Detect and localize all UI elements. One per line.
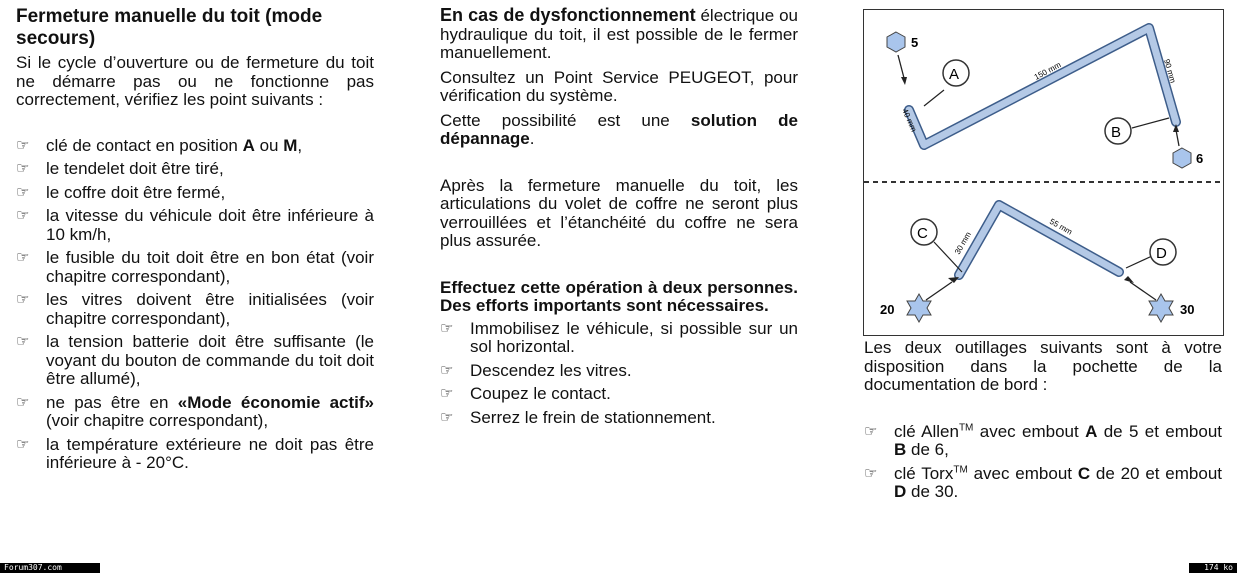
list-item: ☞ les vitres doivent être initialisées (voir chapitre correspondant), <box>16 290 374 328</box>
tool-diagram-svg <box>864 10 1223 335</box>
pointing-hand-icon: ☞ <box>440 408 454 426</box>
pointing-hand-icon: ☞ <box>16 393 30 411</box>
list-item: ☞ la température extérieure ne doit pas être inférieure à - 20°C. <box>16 434 374 472</box>
checklist <box>16 137 374 473</box>
arrow-20 <box>926 282 952 300</box>
size-6-label: 6 <box>1196 151 1204 166</box>
pointing-hand-icon: ☞ <box>864 464 878 482</box>
repair-paragraph: Cette possibilité est une solution de dépannage. <box>440 110 798 148</box>
tools-list <box>864 423 1222 502</box>
list-item: ☞ Serrez le frein de stationnement. <box>440 407 716 427</box>
dim-label-150: 150 mm <box>1032 60 1063 82</box>
warning-locking-paragraph: Après la fermeture manuelle du toit, les articulations du volet de coffre ne seront plus verrouillées et l’étanchéité du coffre ne sera plus assurée. <box>440 175 798 250</box>
footer-filesize: 174 ko <box>1189 563 1237 573</box>
pointing-hand-icon: ☞ <box>864 422 878 440</box>
section-title: Fermeture manuelle du toit (mode secours) <box>16 6 323 49</box>
column-right <box>864 339 1222 502</box>
list-item: ☞ la vitesse du véhicule doit être inférieure à 10 km/h, <box>16 206 374 244</box>
pointing-hand-icon: ☞ <box>16 183 30 201</box>
hex-5-icon <box>887 32 905 52</box>
list-item: ☞ clé Torx™ avec embout C de 20 et embout D de 30. <box>864 463 1222 501</box>
dim-label-90: 90 mm <box>1162 58 1178 85</box>
label-c: C <box>917 225 928 242</box>
footer-watermark: Forum307.com <box>0 563 100 573</box>
arrow-30 <box>1130 282 1156 300</box>
arrow-head-30 <box>1124 276 1134 283</box>
pointing-hand-icon: ☞ <box>16 136 30 154</box>
column-left <box>16 6 374 473</box>
pointing-hand-icon: ☞ <box>440 319 454 337</box>
list-item: ☞ la tension batterie doit être suffisante (le voyant du bouton de commande du toit doit être allumé), <box>16 332 374 388</box>
leader-a <box>924 90 944 106</box>
arrow-6 <box>1176 130 1179 146</box>
list-item: ☞ ne pas être en «Mode économie actif» (voir chapitre correspondant), <box>16 392 374 430</box>
size-5-label: 5 <box>911 35 919 50</box>
list-item: ☞ clé de contact en position A ou M, <box>16 135 303 155</box>
malfunction-paragraph: En cas de dysfonctionnement électrique ou hydraulique du toit, il est possible de le fermer manuellement. <box>440 5 798 62</box>
list-item: ☞ clé Allen™ avec embout A de 5 et embout B de 6, <box>864 421 1223 459</box>
size-20-label: 20 <box>880 302 895 317</box>
arrow-head-20 <box>948 277 959 283</box>
dim-label-40: 40 mm <box>900 107 919 134</box>
list-item: ☞ Coupez le contact. <box>440 384 611 403</box>
pointing-hand-icon: ☞ <box>16 291 30 308</box>
procedure-steps <box>440 320 798 428</box>
tool-diagram <box>863 9 1224 336</box>
list-item: ☞ le fusible du toit doit être en bon état (voir chapitre correspondant), <box>16 248 374 286</box>
leader-d <box>1126 256 1152 268</box>
leader-b <box>1132 118 1169 128</box>
consult-paragraph: Consultez un Point Service PEUGEOT, pour vérification du système. <box>440 67 798 105</box>
arrow-5 <box>898 55 904 78</box>
size-30-label: 30 <box>1180 302 1195 317</box>
pointing-hand-icon: ☞ <box>16 160 30 177</box>
label-d: D <box>1156 245 1167 262</box>
torx-20-icon <box>907 294 931 322</box>
two-person-warning: Effectuez cette opération à deux personnes. Des efforts importants sont nécessaires. <box>440 277 798 315</box>
pointing-hand-icon: ☞ <box>16 207 30 224</box>
dim-label-30: 30 mm <box>952 230 973 256</box>
pointing-hand-icon: ☞ <box>16 333 30 350</box>
dim-label-55: 55 mm <box>1048 216 1074 237</box>
hex-6-icon <box>1173 148 1191 168</box>
list-item: ☞ Immobilisez le véhicule, si possible sur un sol horizontal. <box>440 318 798 356</box>
arrow-head-5 <box>901 77 907 85</box>
intro-paragraph: Si le cycle d’ouverture ou de fermeture du toit ne démarre pas ou ne fonctionne pas correctement, vérifiez les point suivants : <box>16 53 374 109</box>
list-item: ☞ le tendelet doit être tiré, <box>16 159 224 178</box>
pointing-hand-icon: ☞ <box>16 435 30 453</box>
pointing-hand-icon: ☞ <box>440 361 454 379</box>
label-b: B <box>1111 124 1122 141</box>
label-a: A <box>949 66 960 83</box>
column-middle <box>440 6 798 427</box>
pointing-hand-icon: ☞ <box>16 249 30 266</box>
list-item: ☞ le coffre doit être fermé, <box>16 182 226 202</box>
pointing-hand-icon: ☞ <box>440 385 454 402</box>
list-item: ☞ Descendez les vitres. <box>440 360 632 380</box>
torx-key-tool-fill <box>959 205 1119 275</box>
tools-intro: Les deux outillages suivants sont à votre disposition dans la pochette de la documentation de bord : <box>864 338 1222 394</box>
